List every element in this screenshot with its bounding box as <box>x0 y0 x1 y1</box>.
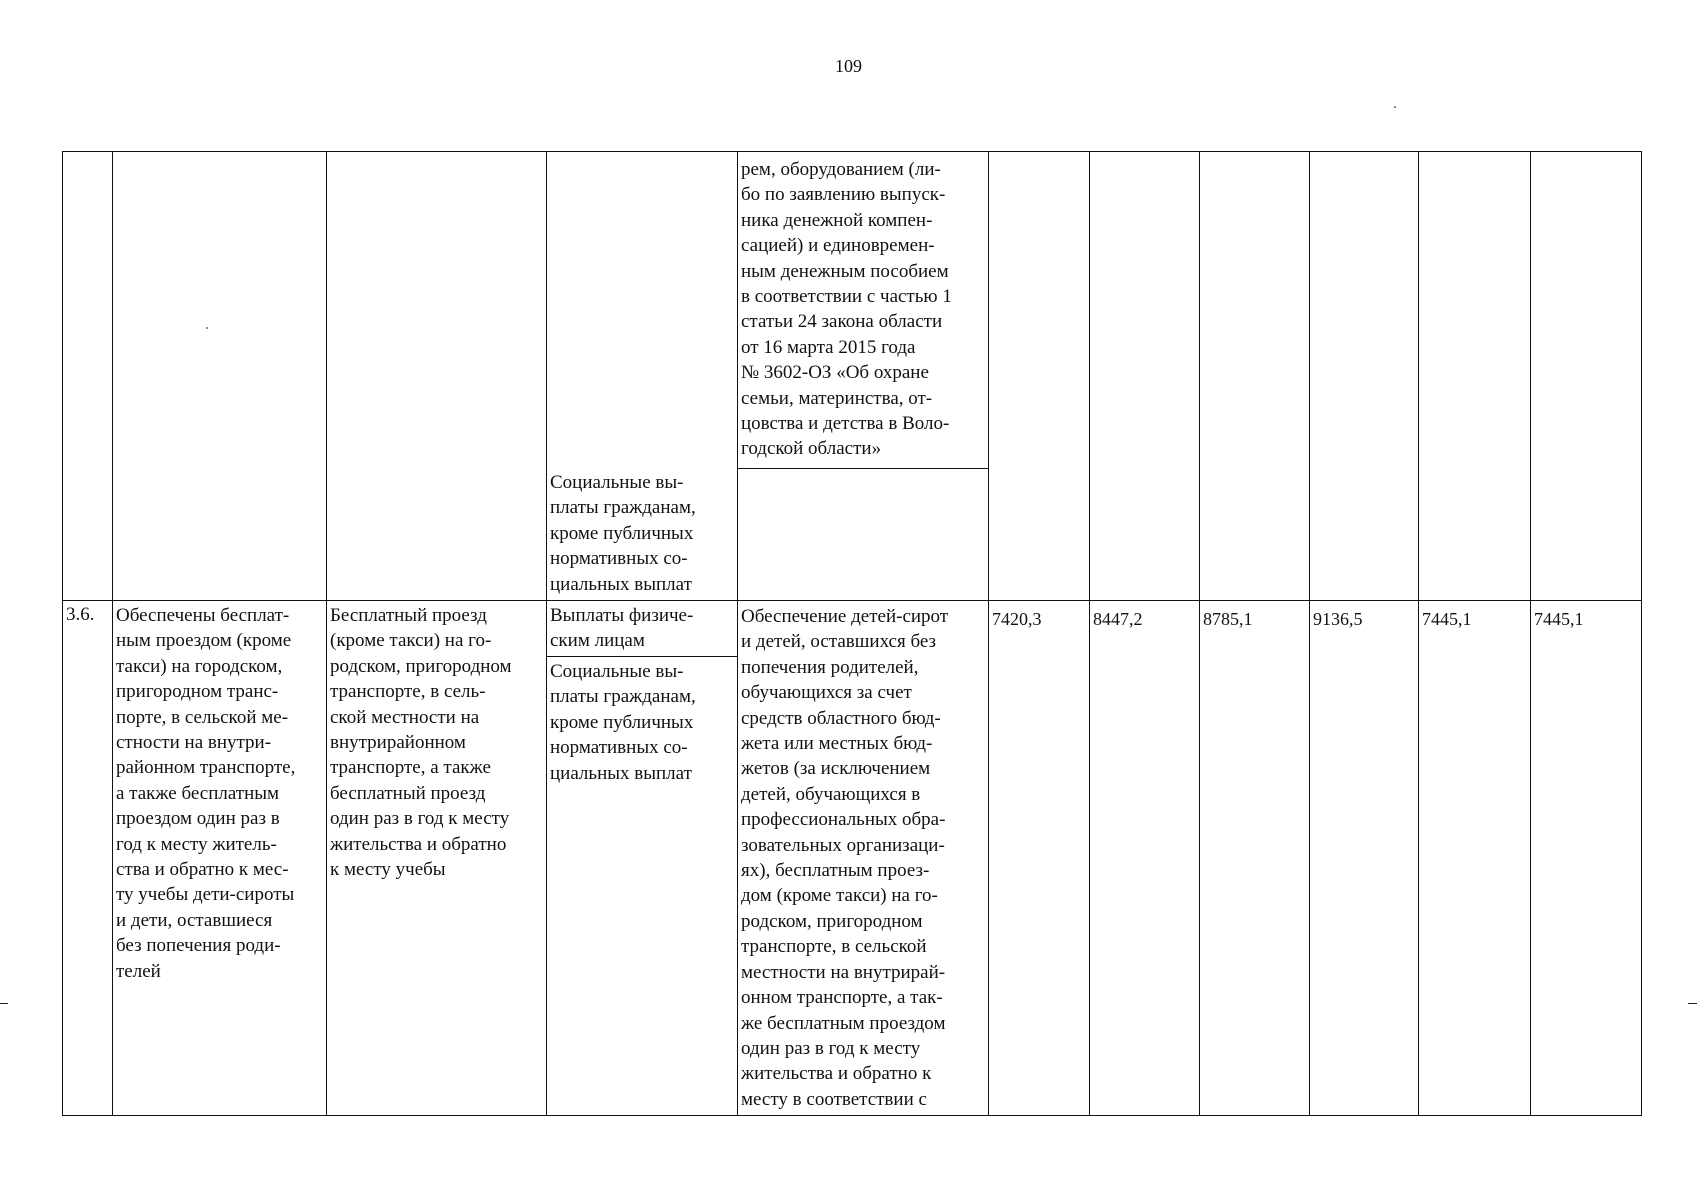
legal-basis-cell: Обеспечение детей-сирот и детей, оставшихся без попечения родителей, обучающихся за счет средств областного бюд- жета или местных бюд- жетов (за исключением детей, обучающихся в профессиональных обра- зовательных организаци- ях), бесплатным проез- дом (кроме такси) на го- родском, пригородном транспорте, в сельской местности на внутрирай- онном транспорте, а так- же бесплатным проездом один раз в год к месту жительства и обратно к месту в соответствии с <box>741 606 949 1110</box>
row-divider <box>62 600 1642 601</box>
expense-type-divider <box>546 656 737 657</box>
expense-type-social: Социальные вы- платы гражданам, кроме публичных нормативных со- циальных выплат <box>550 661 696 784</box>
col-rule-10 <box>1530 151 1531 1116</box>
col-rule-7 <box>1199 151 1200 1116</box>
value-cell: 8785,1 <box>1203 609 1253 629</box>
edge-mark-right <box>1688 1003 1697 1004</box>
legal-basis-continuation: рем, оборудованием (ли- бо по заявлению выпуск- ника денежной компен- сацией) и единовремен- ным денежным пособием в соответствии с частью 1 статьи 24 закона области от 16 марта 2015 года № 3602-ОЗ «Об охране семьи, материнства, от- цовства и детства в Воло- годской области» <box>741 159 952 460</box>
col-rule-5 <box>988 151 989 1116</box>
value-cell: 7420,3 <box>992 609 1042 629</box>
value-cell: 9136,5 <box>1313 609 1363 629</box>
table-bottom-rule <box>62 1115 1642 1116</box>
expense-type-physical: Выплаты физиче- ским лицам <box>550 605 694 652</box>
col-rule-8 <box>1309 151 1310 1116</box>
col-rule-11 <box>1641 151 1642 1116</box>
col-rule-9 <box>1418 151 1419 1116</box>
scan-speck <box>1394 106 1396 108</box>
row-number: 3.6. <box>66 604 95 625</box>
expense-type-cell: Социальные вы- платы гражданам, кроме публичных нормативных со- циальных выплат <box>550 472 696 595</box>
page-number: 109 <box>835 56 862 76</box>
value-cell: 8447,2 <box>1093 609 1143 629</box>
col-rule-6 <box>1089 151 1090 1116</box>
scan-speck <box>206 327 208 329</box>
result-cell: Обеспечены бесплат- ным проездом (кроме такси) на городском, пригородном транс- порте, в сельской ме- стности на внутри- районном транспорте, а также бесплатным проездом один раз в год к месту житель- ства и обратно к мес- ту учебы дети-сироты и дети, оставшиеся без попечения роди- телей <box>116 605 296 982</box>
table-top-rule <box>62 151 1642 152</box>
value-cell: 7445,1 <box>1534 609 1584 629</box>
edge-mark-left <box>0 1003 8 1004</box>
service-cell: Бесплатный проезд (кроме такси) на го- родском, пригородном транспорте, в сель- ской местности на внутрирайонном транспорте, а также бесплатный проезд один раз в год к месту жительства и обратно к месту учебы <box>330 605 512 881</box>
value-cell: 7445,1 <box>1422 609 1472 629</box>
legal-basis-divider <box>737 468 989 469</box>
col-rule-0 <box>62 151 63 1116</box>
